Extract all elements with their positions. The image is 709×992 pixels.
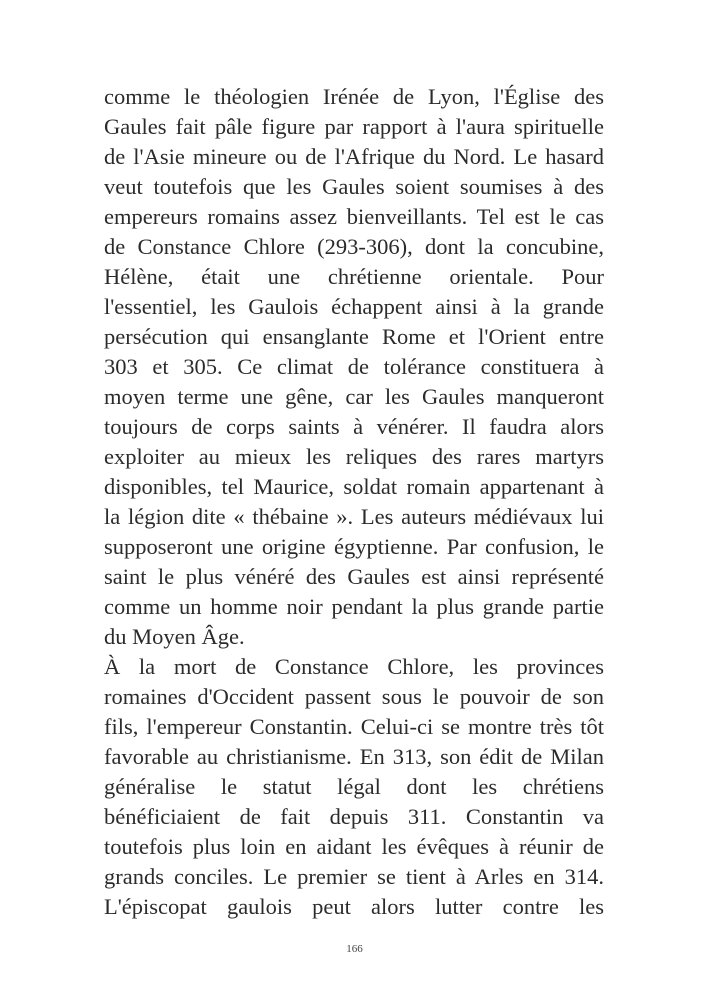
text-line: persécution qui ensanglante Rome et l'Orient entre [104,324,604,349]
text-line: toujours de corps saints à vénérer. Il faudra alors [104,414,604,439]
text-line: grands conciles. Le premier se tient à Arles en 314. [104,864,604,889]
text-line-paragraph-end: du Moyen Âge. [104,624,245,649]
text-line: de l'Asie mineure ou de l'Afrique du Nord. Le hasard [104,144,604,169]
text-line: Gaules fait pâle figure par rapport à l'aura spirituelle [104,114,604,139]
text-line: empereurs romains assez bienveillants. Tel est le cas [104,204,604,229]
text-line: comme un homme noir pendant la plus grande partie [104,594,604,619]
text-line: favorable au christianisme. En 313, son édit de Milan [104,744,604,769]
page-number: 166 [346,943,363,955]
text-line: disponibles, tel Maurice, soldat romain appartenant à [104,474,604,499]
text-line: comme le théologien Irénée de Lyon, l'Église des [104,84,604,109]
text-line: l'essentiel, les Gaulois échappent ainsi à la grande [104,294,604,319]
text-line: 303 et 305. Ce climat de tolérance constituera à [104,354,604,379]
text-line: supposeront une origine égyptienne. Par confusion, le [104,534,604,559]
text-line: bénéficiaient de fait depuis 311. Constantin va [104,804,604,829]
text-line: veut toutefois que les Gaules soient soumises à des [104,174,604,199]
text-line: la légion dite « thébaine ». Les auteurs médiévaux lui [104,504,604,529]
text-line: toutefois plus loin en aidant les évêques à réunir de [104,834,604,859]
text-line: moyen terme une gêne, car les Gaules manqueront [104,384,604,409]
body-text [104,82,604,922]
text-line: Hélène, était une chrétienne orientale. Pour [104,264,604,289]
text-line: de Constance Chlore (293-306), dont la concubine, [104,234,604,259]
text-line: exploiter au mieux les reliques des rares martyrs [104,444,604,469]
text-line: romaines d'Occident passent sous le pouvoir de son [104,684,604,709]
text-line: L'épiscopat gaulois peut alors lutter contre les [104,894,604,919]
text-line: À la mort de Constance Chlore, les provinces [104,654,604,679]
text-line: saint le plus vénéré des Gaules est ainsi représenté [104,564,604,589]
text-line: généralise le statut légal dont les chrétiens [104,774,604,799]
text-line: fils, l'empereur Constantin. Celui-ci se montre très tôt [104,714,604,739]
